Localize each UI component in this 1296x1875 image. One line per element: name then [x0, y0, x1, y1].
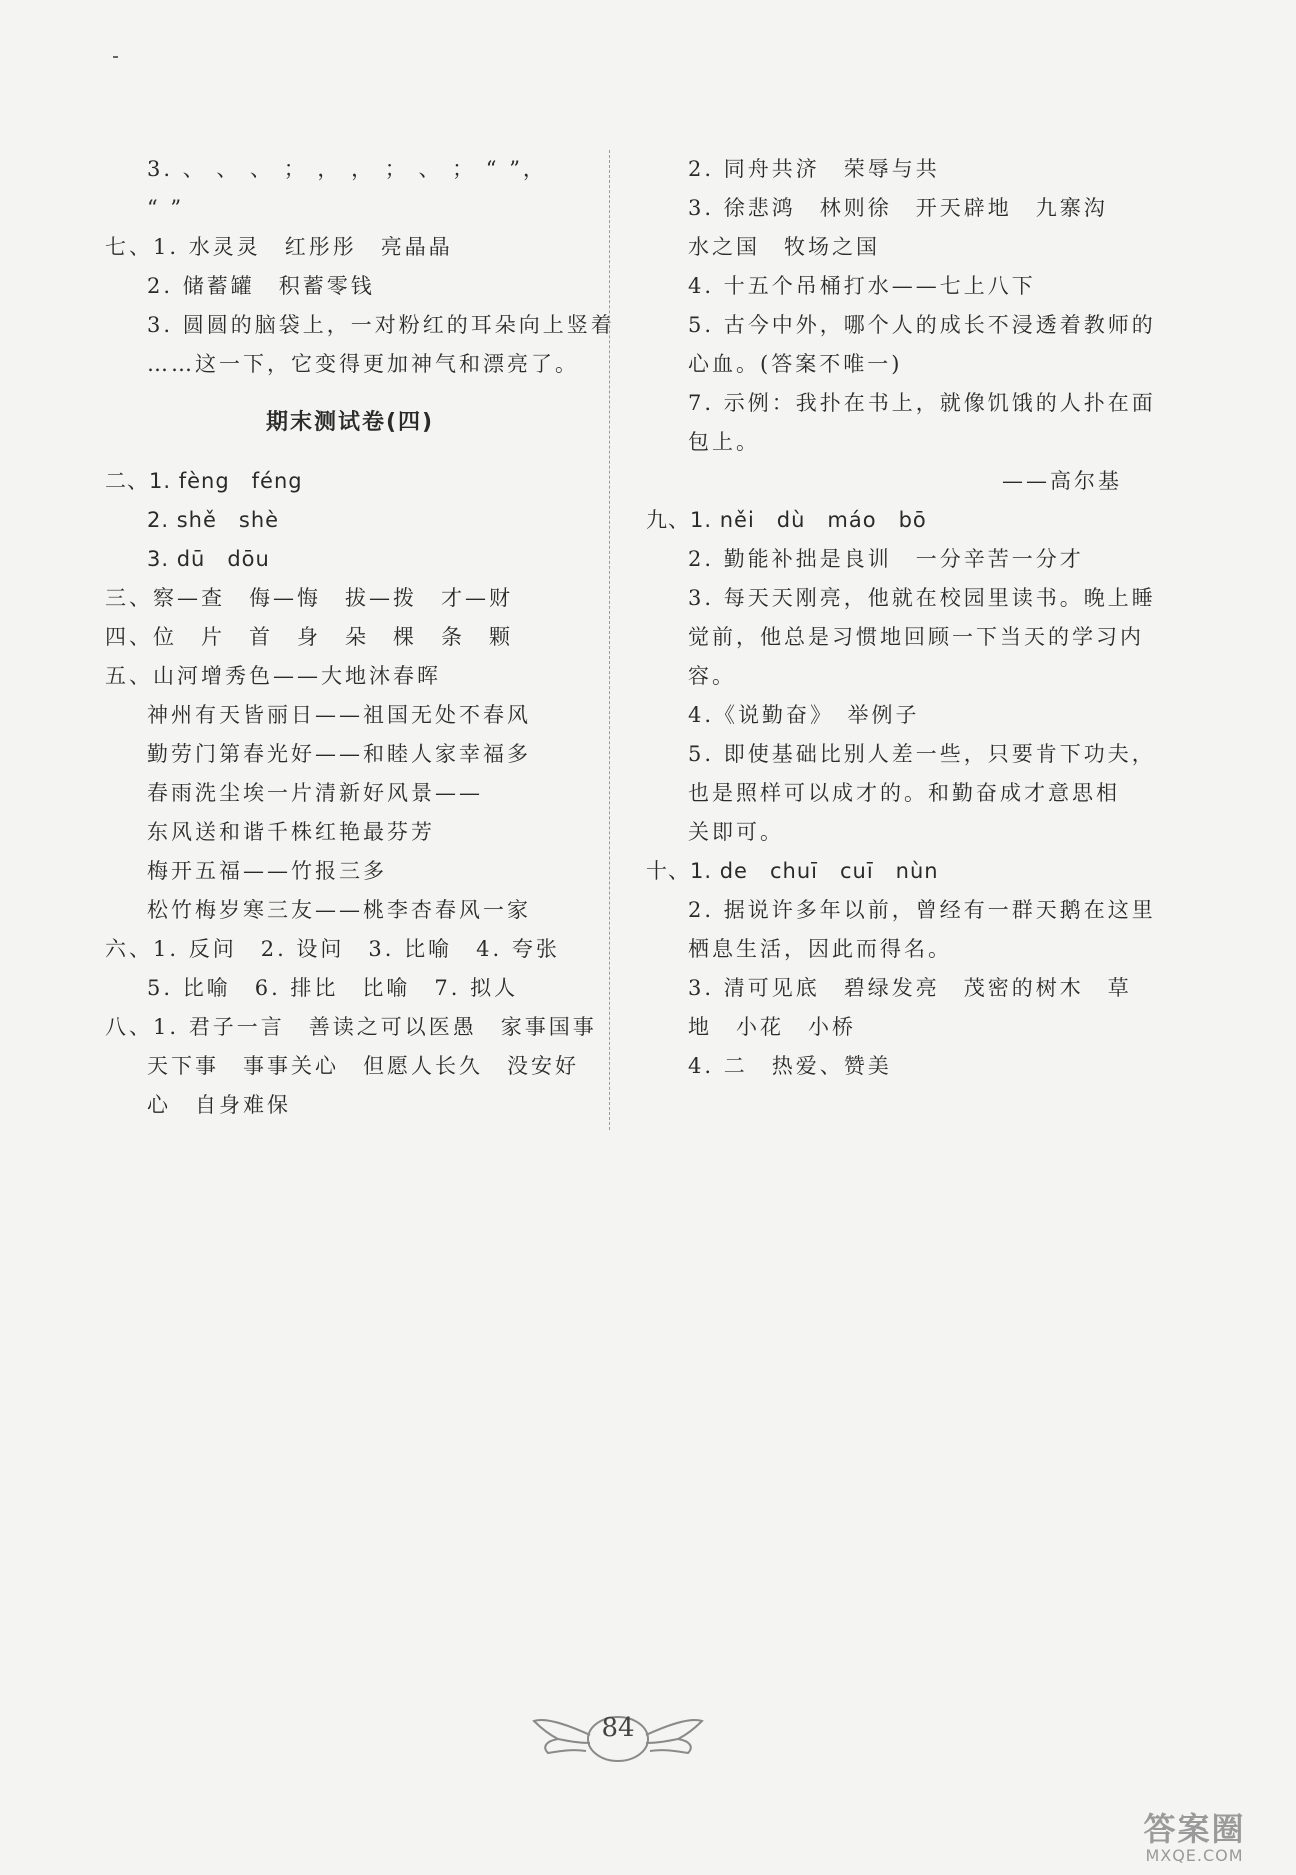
answer-line: 4. 十五个吊桶打水——七上八下 — [688, 274, 1036, 298]
answer-line: ——高尔基 — [1002, 469, 1122, 493]
answer-line: 勤劳门第春光好——和睦人家幸福多 — [147, 742, 531, 766]
answer-line: 5. 古今中外，哪个人的成长不浸透着教师的 — [688, 313, 1156, 337]
answer-line: 2. 据说许多年以前，曾经有一群天鹅在这里 — [688, 898, 1156, 922]
answer-line: 栖息生活，因此而得名。 — [688, 937, 952, 961]
left-answers-bottom — [105, 462, 595, 1125]
answer-line: 神州有天皆丽日——祖国无处不春风 — [147, 703, 531, 727]
answer-line: 2. 同舟共济 荣辱与共 — [688, 157, 940, 181]
section-title: 期末测试卷(四) — [265, 410, 435, 435]
answer-line: 天下事 事事关心 但愿人长久 没安好 — [147, 1054, 579, 1078]
answer-line: 春雨洗尘埃一片清新好风景—— — [147, 781, 483, 805]
page-number-badge — [528, 1695, 708, 1785]
answer-line: 5. 即使基础比别人差一些，只要肯下功夫， — [688, 742, 1156, 766]
page-number: 84 — [601, 1713, 635, 1743]
answer-line: 3. 清可见底 碧绿发亮 茂密的树木 草 — [688, 976, 1132, 1000]
answer-line: 包上。 — [688, 430, 760, 454]
answer-line: 3. dū dōu — [147, 547, 270, 571]
left-column — [105, 150, 615, 1125]
column-divider — [609, 150, 610, 1130]
answer-line: 八、1. 君子一言 善读之可以医愚 家事国事 — [105, 1015, 597, 1039]
answer-line: 五、山河增秀色——大地沐春晖 — [105, 664, 441, 688]
left-answers-top — [105, 150, 615, 384]
answer-line: 心 自身难保 — [147, 1093, 291, 1117]
watermark-title: 答案圈 — [1143, 1810, 1246, 1848]
answer-line: 心血。(答案不唯一) — [688, 352, 903, 376]
answer-line: 4. 二 热爱、赞美 — [688, 1054, 892, 1078]
answer-line: 3. 圆圆的脑袋上，一对粉红的耳朵向上竖着 — [147, 313, 615, 337]
right-column — [646, 150, 1156, 1086]
answer-line: 2. 勤能补拙是良训 一分辛苦一分才 — [688, 547, 1084, 571]
answer-line: 4.《说勤奋》 举例子 — [688, 703, 920, 727]
answer-line: ……这一下，它变得更加神气和漂亮了。 — [147, 352, 579, 376]
answer-line: 地 小花 小桥 — [688, 1015, 856, 1039]
answer-line: 3. 、 、 、 ； ， ， ； 、 ； “ ”， — [147, 157, 547, 181]
answer-line: 2. shě shè — [147, 508, 280, 532]
answer-line: 九、1. něi dù máo bō — [646, 508, 927, 532]
answer-line: 5. 比喻 6. 排比 比喻 7. 拟人 — [147, 976, 519, 1000]
answer-line: “ ” — [147, 196, 185, 220]
answer-line: 二、1. fèng féng — [105, 469, 303, 493]
watermark-logo — [1107, 1811, 1282, 1867]
answer-line: 3. 每天天刚亮，他就在校园里读书。晚上睡 — [688, 586, 1156, 610]
answer-line: 六、1. 反问 2. 设问 3. 比喻 4. 夸张 — [105, 937, 560, 961]
answer-line: 3. 徐悲鸿 林则徐 开天辟地 九寨沟 — [688, 196, 1108, 220]
watermark-url: MXQE.COM — [1145, 1846, 1244, 1865]
answer-line: 十、1. de chuī cuī nùn — [646, 859, 939, 883]
answer-line: 也是照样可以成才的。和勤奋成才意思相 — [688, 781, 1120, 805]
answer-line: 水之国 牧场之国 — [688, 235, 880, 259]
answer-line: 松竹梅岁寒三友——桃李杏春风一家 — [147, 898, 531, 922]
answer-line: 四、位 片 首 身 朵 棵 条 颗 — [105, 625, 513, 649]
answer-line: 关即可。 — [688, 820, 784, 844]
answer-line: 东风送和谐千株红艳最芬芳 — [147, 820, 435, 844]
right-answers — [646, 150, 1156, 1086]
answer-line: 三、察—查 侮—悔 拔—拨 才—财 — [105, 586, 513, 610]
answer-line: 梅开五福——竹报三多 — [147, 859, 387, 883]
answer-line: 7. 示例：我扑在书上，就像饥饿的人扑在面 — [688, 391, 1156, 415]
answer-line: 七、1. 水灵灵 红彤彤 亮晶晶 — [105, 235, 453, 259]
scan-mark — [113, 56, 118, 58]
answer-line: 2. 储蓄罐 积蓄零钱 — [147, 274, 375, 298]
answer-line: 觉前，他总是习惯地回顾一下当天的学习内 — [688, 625, 1144, 649]
answer-line: 容。 — [688, 664, 736, 688]
